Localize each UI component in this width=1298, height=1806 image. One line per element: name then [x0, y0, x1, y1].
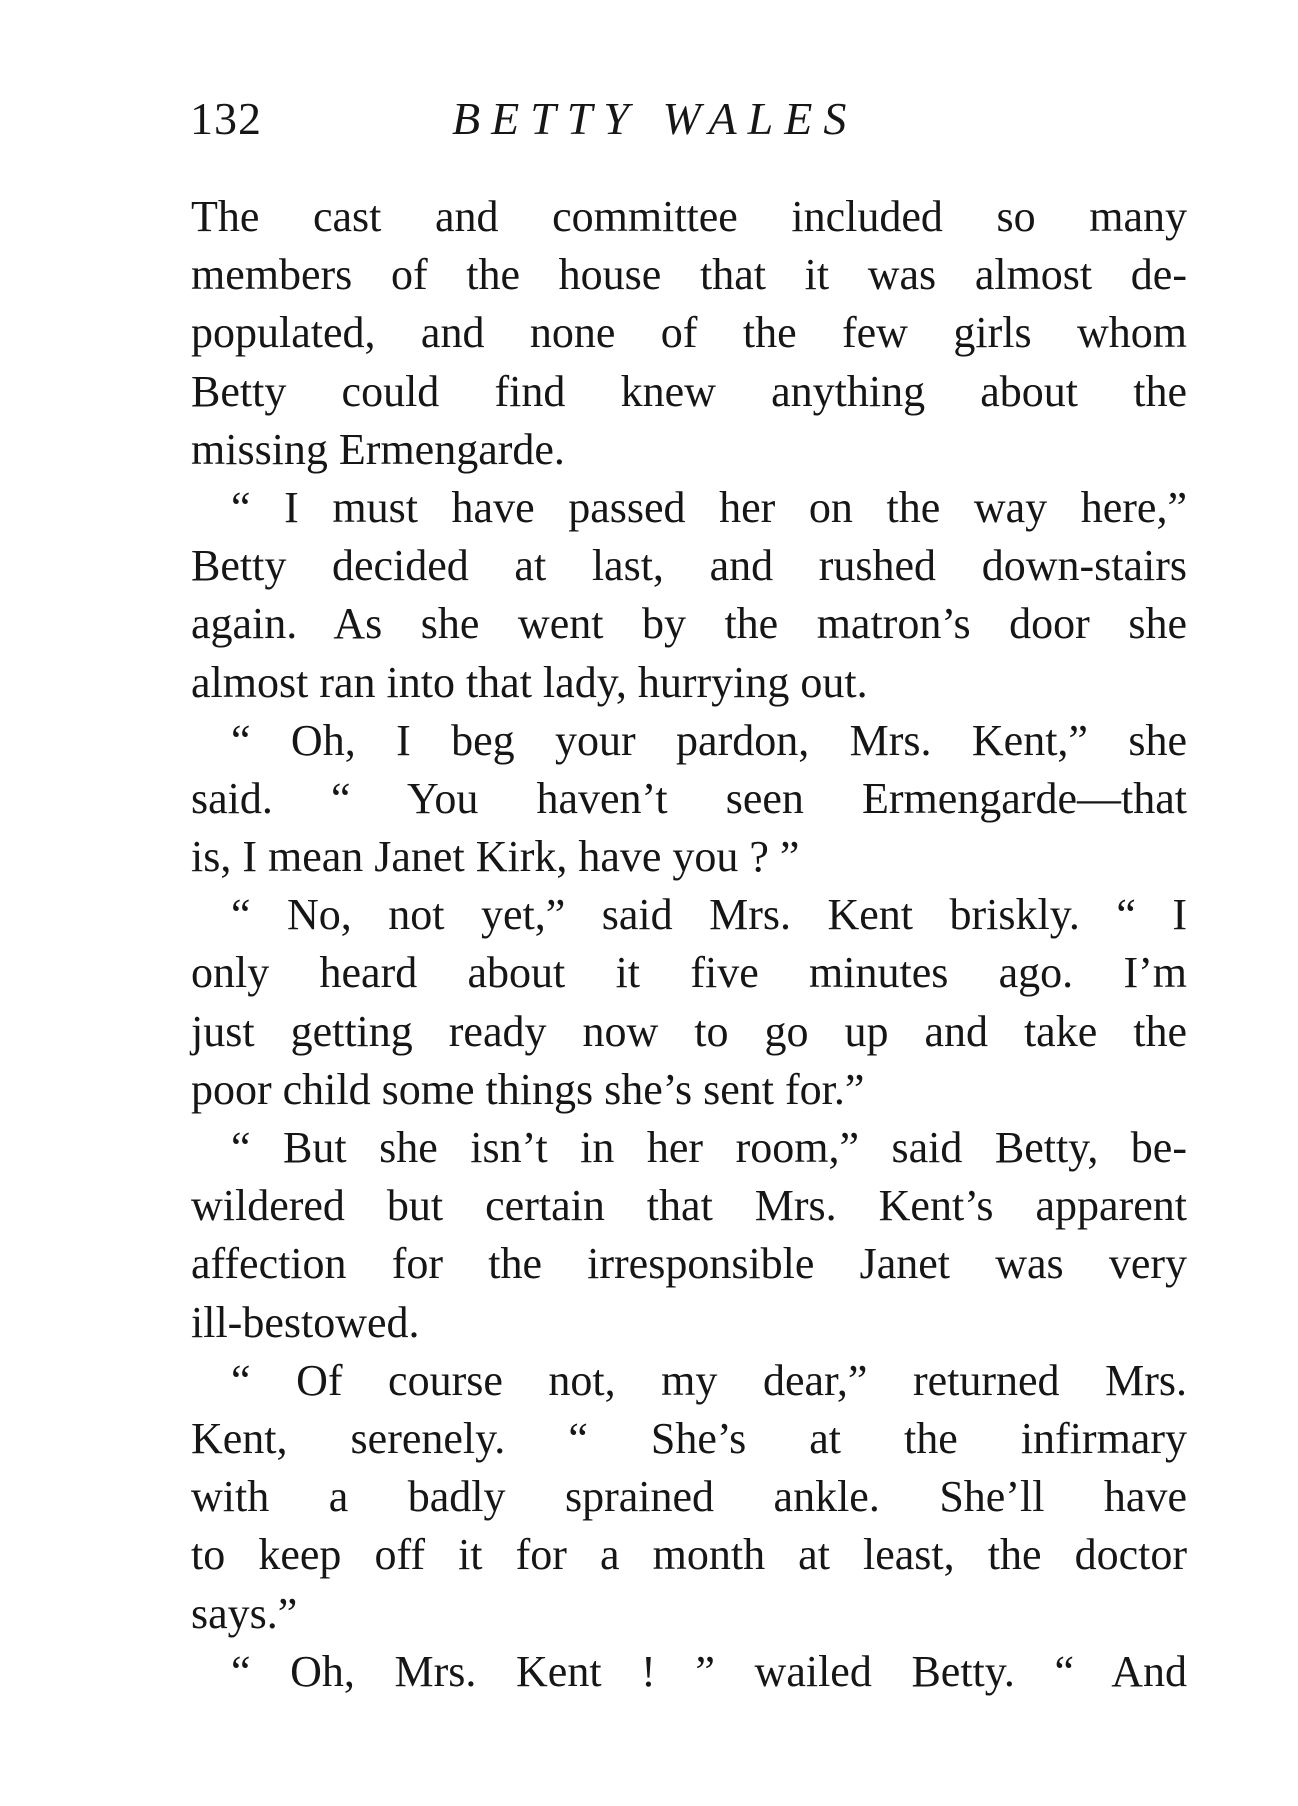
body-text	[191, 188, 1187, 1701]
text-line: is, I mean Janet Kirk, have you ? ”	[191, 832, 800, 882]
text-line: with a badly sprained ankle. She’ll have	[191, 1472, 1187, 1522]
text-line: said. “ You haven’t seen Ermengarde—that	[191, 773, 1187, 823]
text-line: almost ran into that lady, hurrying out.	[191, 657, 868, 707]
running-head	[190, 84, 960, 154]
text-line: only heard about it five minutes ago. I’m	[191, 948, 1187, 998]
text-line: missing Ermengarde.	[191, 424, 565, 474]
text-line: “ No, not yet,” said Mrs. Kent briskly. “ I	[231, 890, 1187, 940]
text-line: “ Oh, Mrs. Kent ! ” wailed Betty. “ And	[231, 1646, 1187, 1696]
text-line: Betty could find knew anything about the	[191, 366, 1187, 416]
running-title: BETTY WALES	[452, 93, 858, 144]
text-line: says.”	[191, 1588, 298, 1638]
text-line: Kent, serenely. “ She’s at the infirmary	[191, 1413, 1187, 1463]
text-line: members of the house that it was almost de-	[191, 250, 1187, 300]
text-line: The cast and committee included so many	[191, 192, 1187, 241]
text-line: “ I must have passed her on the way here,”	[231, 482, 1187, 532]
text-line: just getting ready now to go up and take the	[191, 1006, 1187, 1056]
text-line: poor child some things she’s sent for.”	[191, 1064, 865, 1114]
text-line: “ But she isn’t in her room,” said Betty, be-	[231, 1123, 1187, 1172]
page-number: 132	[190, 93, 262, 144]
text-line: wildered but certain that Mrs. Kent’s apparent	[191, 1181, 1187, 1231]
text-line: “ Oh, I beg your pardon, Mrs. Kent,” she	[231, 715, 1187, 765]
text-line: affection for the irresponsible Janet was very	[191, 1239, 1187, 1289]
text-line: again. As she went by the matron’s door she	[191, 599, 1187, 649]
text-line: populated, and none of the few girls whom	[191, 308, 1187, 358]
text-line: “ Of course not, my dear,” returned Mrs.	[231, 1355, 1187, 1405]
text-line: ill-bestowed.	[191, 1297, 420, 1347]
text-line: Betty decided at last, and rushed down-stairs	[191, 541, 1187, 591]
text-line: to keep off it for a month at least, the doctor	[191, 1530, 1187, 1580]
